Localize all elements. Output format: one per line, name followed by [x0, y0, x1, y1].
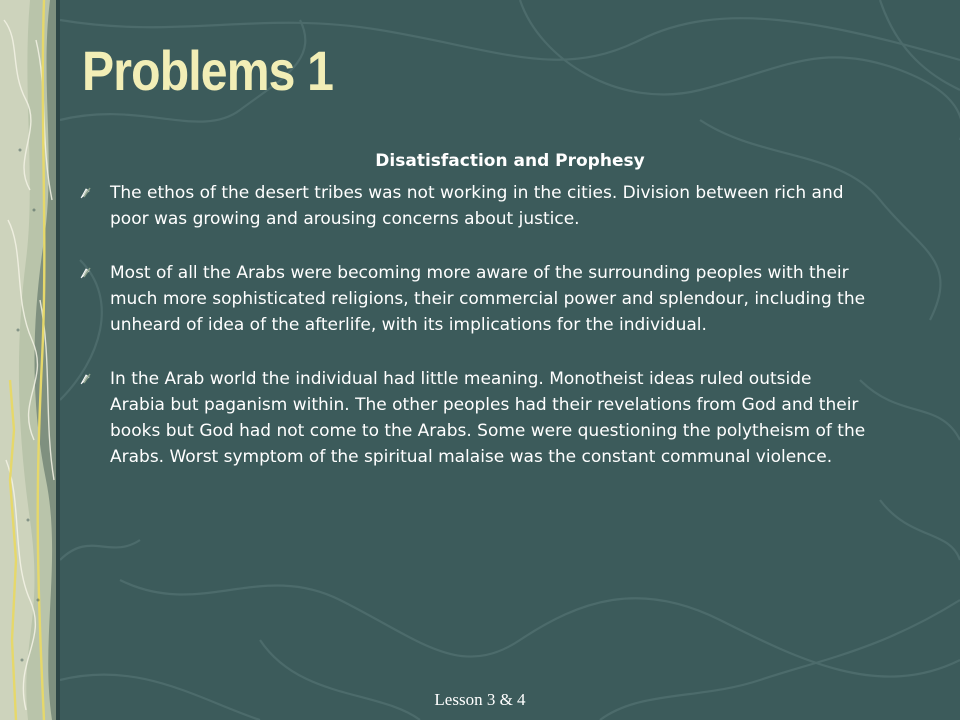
bullet-list [78, 180, 868, 498]
map-pin-bullet-icon [78, 265, 94, 281]
slide-title: Problems 1 [82, 39, 334, 102]
bullet-text: Most of all the Arabs were becoming more aware of the surrounding peoples with their much more sophisticated religions, their commercial power and splendour, including the unheard of idea of the afterlife, with its implications for the individual. [110, 263, 866, 335]
bullet-item [78, 366, 868, 470]
bullet-text: The ethos of the desert tribes was not working in the cities. Division between rich and poor was growing and arousing concerns about justice. [110, 183, 844, 229]
slide-subheading: Disatisfaction and Prophesy [375, 151, 645, 171]
bullet-item [78, 180, 868, 232]
map-strip-decoration [0, 0, 60, 720]
map-pin-bullet-icon [78, 185, 94, 201]
bullet-item [78, 260, 868, 338]
bullet-text: In the Arab world the individual had little meaning. Monotheist ideas ruled outside Arabia but paganism within. The other peoples had their revelations from God and their books but God had not come to the Arabs. Some were questioning the polytheism of the Arabs. Worst symptom of the spiritual malaise was the constant communal violence. [110, 369, 866, 467]
map-pin-bullet-icon [78, 371, 94, 387]
slide-footer: Lesson 3 & 4 [434, 690, 526, 709]
